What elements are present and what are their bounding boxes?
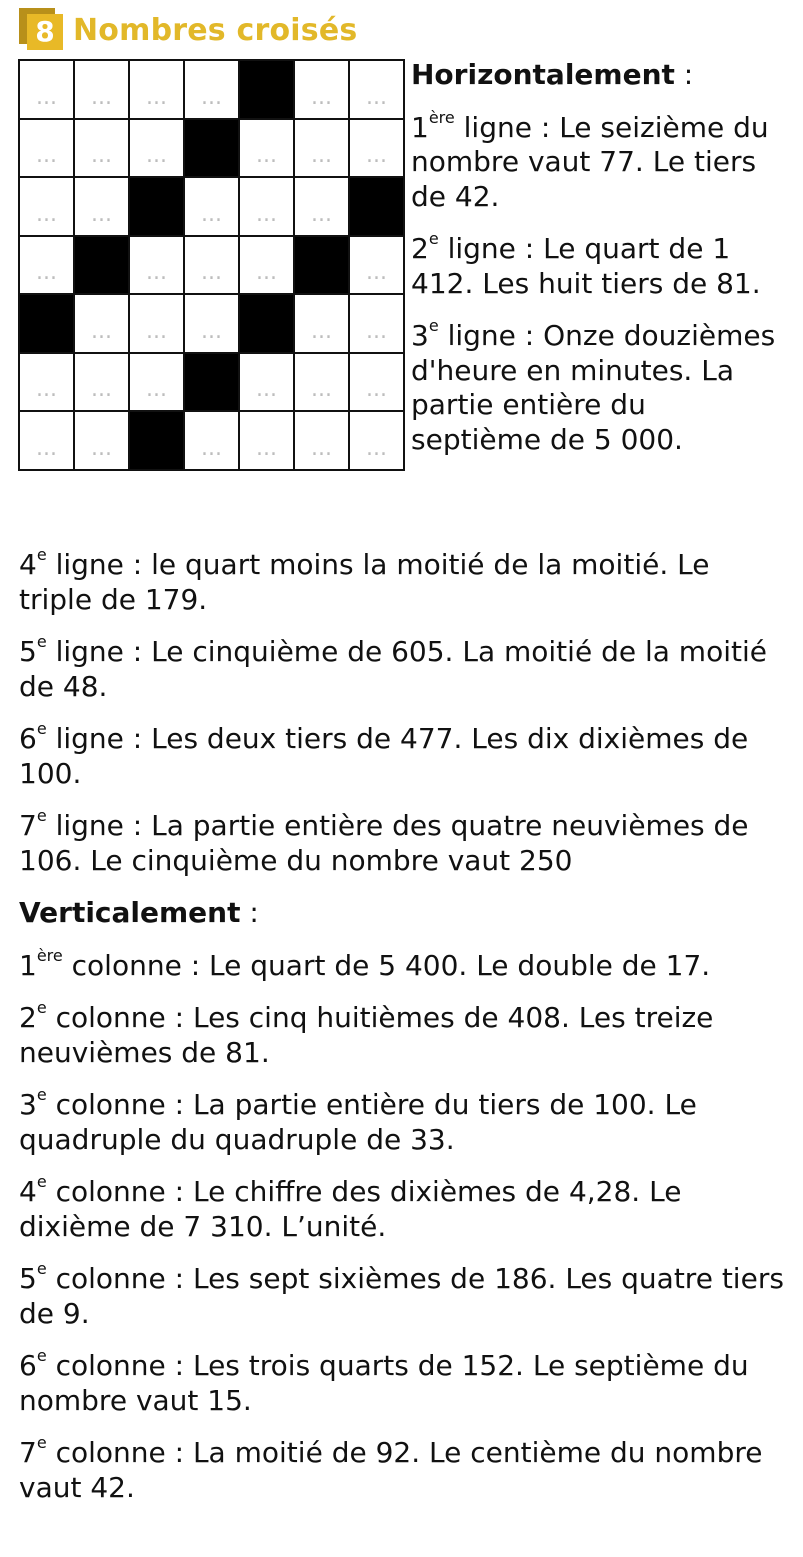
clue-ordinal: e [36, 1346, 47, 1365]
vertical-clue-4 [19, 1172, 789, 1244]
answer-cell[interactable]: ... [240, 412, 295, 471]
answer-cell[interactable]: ... [130, 295, 185, 354]
clue-number: 4 [19, 1175, 37, 1208]
answer-cell[interactable]: ... [185, 237, 240, 296]
clue-text: ligne : Le quart de 1 412. Les huit tiers de 81. [411, 232, 761, 300]
horizontal-clue-3 [411, 316, 781, 457]
answer-cell[interactable]: ... [75, 412, 130, 471]
clue-number: 6 [19, 1349, 37, 1382]
crossnumber-grid [18, 59, 405, 471]
clue-text: ligne : Le seizième du nombre vaut 77. Le tiers de 42. [411, 110, 769, 213]
answer-cell[interactable]: ... [185, 295, 240, 354]
black-cell [75, 237, 130, 296]
answer-cell[interactable]: ... [185, 412, 240, 471]
horizontal-clue-1 [411, 107, 781, 215]
answer-cell[interactable]: ... [240, 237, 295, 296]
answer-cell[interactable]: ... [350, 237, 405, 296]
answer-cell[interactable]: ... [295, 295, 350, 354]
clue-ordinal: e [36, 1433, 47, 1452]
clue-text: colonne : Les trois quarts de 152. Le septième du nombre vaut 15. [19, 1349, 749, 1417]
clue-number: 6 [19, 722, 37, 755]
clue-number: 3 [19, 1088, 37, 1121]
black-cell [240, 61, 295, 120]
clue-number: 2 [19, 1001, 37, 1034]
answer-cell[interactable]: ... [130, 120, 185, 179]
horizontal-clue-6 [19, 719, 789, 791]
answer-cell[interactable]: ... [130, 237, 185, 296]
clue-ordinal: ère [36, 945, 63, 965]
vertical-heading-line [19, 896, 789, 931]
horizontal-clues-top [411, 58, 781, 475]
answer-cell[interactable]: ... [75, 354, 130, 413]
black-cell [185, 354, 240, 413]
clue-number: 1 [19, 948, 37, 982]
answer-cell[interactable]: ... [350, 412, 405, 471]
clue-text: colonne : La moitié de 92. Le centième du nombre vaut 42. [19, 1436, 763, 1504]
answer-cell[interactable]: ... [185, 61, 240, 120]
vertical-clue-6 [19, 1346, 789, 1418]
horizontal-clue-5 [19, 632, 789, 704]
answer-cell[interactable]: ... [295, 178, 350, 237]
answer-cell[interactable]: ... [350, 120, 405, 179]
clue-number: 7 [19, 1436, 37, 1469]
answer-cell[interactable]: ... [20, 120, 75, 179]
vertical-heading: Verticalement [19, 896, 241, 929]
horizontal-clue-2 [411, 229, 781, 301]
clue-ordinal: e [428, 316, 439, 335]
clue-text: colonne : La partie entière du tiers de 100. Le quadruple du quadruple de 33. [19, 1088, 697, 1156]
answer-cell[interactable]: ... [20, 237, 75, 296]
clue-text: ligne : Les deux tiers de 477. Les dix dixièmes de 100. [19, 722, 749, 790]
answer-cell[interactable]: ... [295, 354, 350, 413]
clue-number: 5 [19, 1262, 37, 1295]
clue-text: colonne : Le chiffre des dixièmes de 4,28. Le dixième de 7 310. L’unité. [19, 1175, 682, 1243]
answer-cell[interactable]: ... [75, 295, 130, 354]
clue-ordinal: e [428, 229, 439, 248]
horizontal-clue-4 [19, 545, 789, 617]
clue-text: colonne : Les sept sixièmes de 186. Les quatre tiers de 9. [19, 1262, 784, 1330]
exercise-title: Nombres croisés [73, 12, 358, 48]
vertical-clue-2 [19, 998, 789, 1070]
answer-cell[interactable]: ... [130, 61, 185, 120]
horizontal-heading-colon: : [674, 58, 694, 91]
clue-number: 7 [19, 809, 37, 842]
clue-ordinal: e [36, 806, 47, 825]
clue-number: 5 [19, 635, 37, 668]
answer-cell[interactable]: ... [20, 61, 75, 120]
exercise-header [19, 8, 357, 52]
answer-cell[interactable]: ... [130, 354, 185, 413]
answer-cell[interactable]: ... [240, 178, 295, 237]
vertical-heading-colon: : [240, 896, 259, 929]
answer-cell[interactable]: ... [295, 412, 350, 471]
answer-cell[interactable]: ... [240, 120, 295, 179]
clue-number: 3 [411, 319, 429, 352]
black-cell [130, 178, 185, 237]
clue-ordinal: e [36, 1259, 47, 1278]
black-cell [295, 237, 350, 296]
horizontal-heading: Horizontalement [411, 58, 675, 91]
vertical-clue-7 [19, 1433, 789, 1505]
answer-cell[interactable]: ... [350, 295, 405, 354]
answer-cell[interactable]: ... [20, 354, 75, 413]
black-cell [240, 295, 295, 354]
clue-text: colonne : Le quart de 5 400. Le double de 17. [62, 948, 711, 982]
answer-cell[interactable]: ... [295, 61, 350, 120]
answer-cell[interactable]: ... [240, 354, 295, 413]
clue-number: 4 [19, 548, 37, 581]
answer-cell[interactable]: ... [20, 178, 75, 237]
clue-ordinal: e [36, 1172, 47, 1191]
clue-text: ligne : Le cinquième de 605. La moitié de la moitié de 48. [19, 635, 767, 703]
exercise-number-badge [19, 8, 63, 52]
clue-number: 2 [411, 232, 429, 265]
clue-ordinal: e [36, 719, 47, 738]
answer-cell[interactable]: ... [75, 178, 130, 237]
horizontal-clue-7 [19, 806, 789, 878]
black-cell [130, 412, 185, 471]
black-cell [20, 295, 75, 354]
horizontal-heading-line [411, 58, 781, 93]
clue-text: ligne : La partie entière des quatre neuvièmes de 106. Le cinquième du nombre vaut 250 [19, 809, 749, 877]
clue-ordinal: ère [428, 107, 455, 127]
black-cell [185, 120, 240, 179]
answer-cell[interactable]: ... [295, 120, 350, 179]
clue-number: 1 [411, 110, 429, 144]
answer-cell[interactable]: ... [185, 178, 240, 237]
black-cell [350, 178, 405, 237]
clue-text: ligne : Onze douzièmes d'heure en minutes. La partie entière du septième de 5 000. [411, 319, 776, 456]
answer-cell[interactable]: ... [75, 120, 130, 179]
vertical-clue-3 [19, 1085, 789, 1157]
exercise-number: 8 [27, 14, 63, 50]
clue-text: colonne : Les cinq huitièmes de 408. Les treize neuvièmes de 81. [19, 1001, 714, 1069]
answer-cell[interactable]: ... [350, 354, 405, 413]
answer-cell[interactable]: ... [75, 61, 130, 120]
clue-text: ligne : le quart moins la moitié de la moitié. Le triple de 179. [19, 548, 710, 616]
clue-ordinal: e [36, 1085, 47, 1104]
clue-ordinal: e [36, 998, 47, 1017]
clue-ordinal: e [36, 632, 47, 651]
clues-main [19, 545, 789, 1523]
vertical-clue-1 [19, 945, 789, 984]
answer-cell[interactable]: ... [20, 412, 75, 471]
answer-cell[interactable]: ... [350, 61, 405, 120]
vertical-clue-5 [19, 1259, 789, 1331]
clue-ordinal: e [36, 545, 47, 564]
